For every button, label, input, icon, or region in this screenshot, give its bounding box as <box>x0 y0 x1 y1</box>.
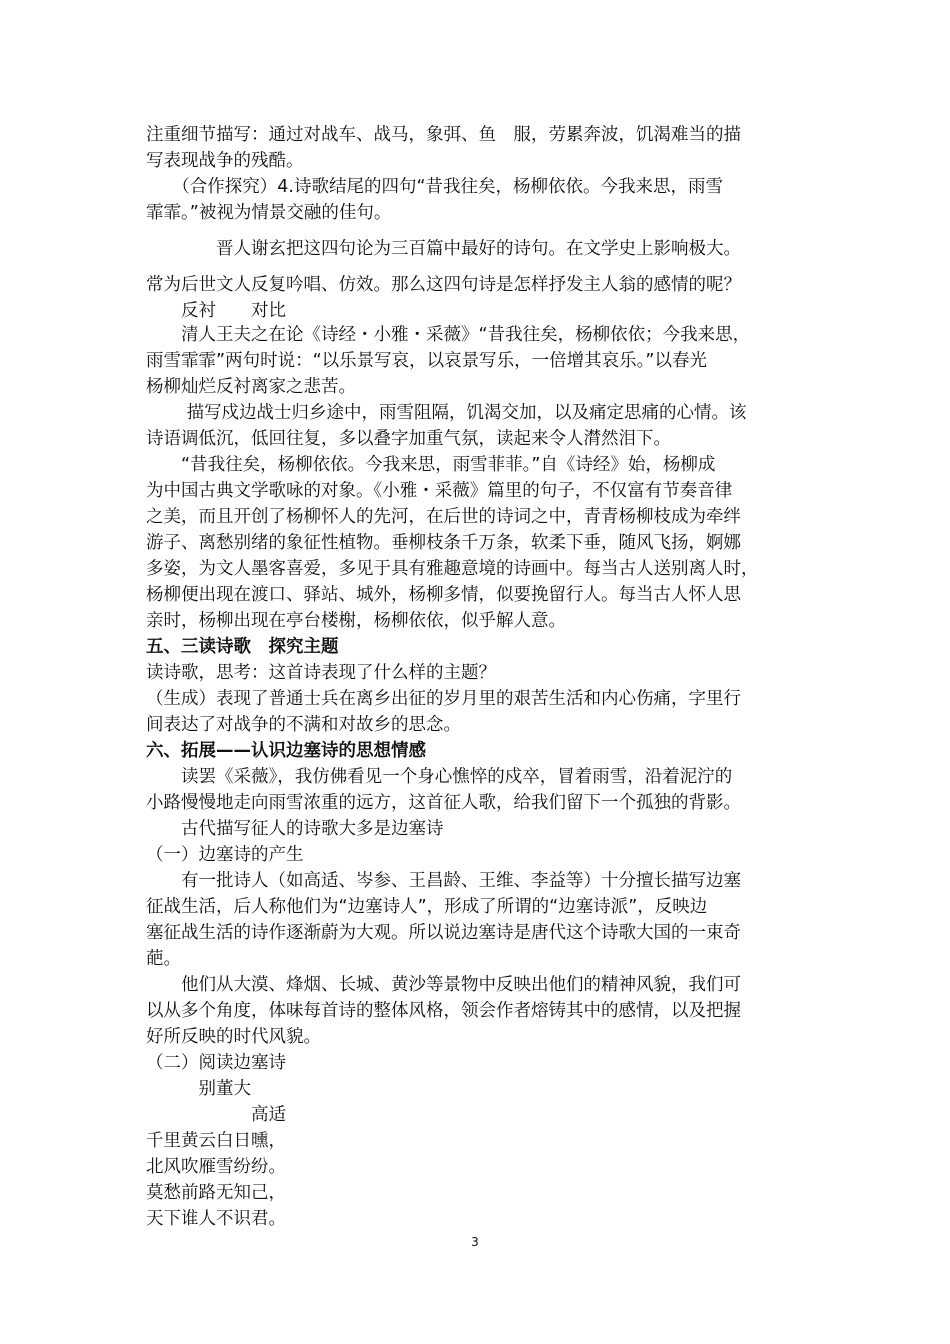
body-line: 霏霏。”被视为情景交融的佳句。 <box>146 203 392 223</box>
body-line: 晋人谢玄把这四句论为三百篇中最好的诗句。在文学史上影响极大。 <box>146 239 741 259</box>
section-heading: 五、三读诗歌 探究主题 <box>146 637 339 657</box>
poem-line: 莫愁前路无知己， <box>146 1183 286 1203</box>
body-line: 好所反映的时代风貌。 <box>146 1027 321 1047</box>
body-line: 小路慢慢地走向雨雪浓重的远方，这首征人歌，给我们留下一个孤独的背影。 <box>146 793 741 813</box>
body-line: 征战生活，后人称他们为“边塞诗人”，形成了所谓的“边塞诗派”，反映边 <box>146 897 708 917</box>
body-line: 雨雪霏霏”两句时说：“以乐景写哀，以哀景写乐，一倍增其哀乐。”以春光 <box>146 351 707 371</box>
body-line: 注重细节描写：通过对战车、战马，象弭、鱼 服，劳累奔波，饥渴难当的描 <box>146 125 741 145</box>
body-line: 读罢《采薇》，我仿佛看见一个身心憔悴的戍卒，冒着雨雪，沿着泥泞的 <box>146 767 733 787</box>
body-line: 诗语调低沉，低回往复，多以叠字加重气氛，读起来令人潸然泪下。 <box>146 429 671 449</box>
body-line: 常为后世文人反复吟唱、仿效。那么这四句诗是怎样抒发主人翁的感情的呢？ <box>146 275 741 295</box>
section-heading: 六、拓展——认识边塞诗的思想情感 <box>146 741 426 761</box>
body-line: “昔我往矣，杨柳依依。今我来思，雨雪菲菲。”自《诗经》始，杨柳成 <box>146 455 716 475</box>
body-line: 亲时，杨柳出现在亭台楼榭，杨柳依依，似乎解人意。 <box>146 611 566 631</box>
body-line: 古代描写征人的诗歌大多是边塞诗 <box>146 819 444 839</box>
body-line: 他们从大漠、烽烟、长城、黄沙等景物中反映出他们的精神风貌，我们可 <box>146 975 741 995</box>
body-line: 写表现战争的残酷。 <box>146 151 304 171</box>
body-line: 反衬 对比 <box>146 301 286 321</box>
subsection-heading: （一）边塞诗的产生 <box>146 845 304 865</box>
body-line: 杨柳灿烂反衬离家之悲苦。 <box>146 377 356 397</box>
poem-author: 高适 <box>146 1105 286 1125</box>
body-line: 游子、离愁别绪的象征性植物。垂柳枝条千万条，软柔下垂，随风飞扬，婀娜 <box>146 533 741 553</box>
body-line: 杨柳便出现在渡口、驿站、城外，杨柳多情，似要挽留行人。每当古人怀人思 <box>146 585 741 605</box>
body-line: 间表达了对战争的不满和对故乡的思念。 <box>146 715 461 735</box>
poem-line: 北风吹雁雪纷纷。 <box>146 1157 286 1177</box>
body-line: 以从多个角度，体味每首诗的整体风格，领会作者熔铸其中的感情，以及把握 <box>146 1001 741 1021</box>
body-line: 有一批诗人（如高适、岑参、王昌龄、王维、李益等）十分擅长描写边塞 <box>146 871 741 891</box>
body-line: （合作探究）4.诗歌结尾的四句“昔我往矣，杨柳依依。今我来思，雨雪 <box>146 177 724 197</box>
body-line: 读诗歌，思考：这首诗表现了什么样的主题？ <box>146 663 496 683</box>
subsection-heading: （二）阅读边塞诗 <box>146 1053 286 1073</box>
poem-title: 别董大 <box>146 1079 251 1099</box>
body-line: 清人王夫之在论《诗经・小雅・采薇》“昔我往矣，杨柳依依；今我来思， <box>146 325 751 345</box>
body-line: （生成）表现了普通士兵在离乡出征的岁月里的艰苦生活和内心伤痛，字里行 <box>146 689 741 709</box>
body-line: 描写戍边战士归乡途中，雨雪阻隔，饥渴交加，以及痛定思痛的心情。该 <box>146 403 747 423</box>
body-line: 塞征战生活的诗作逐渐蔚为大观。所以说边塞诗是唐代这个诗歌大国的一束奇 <box>146 923 741 943</box>
body-line: 之美，而且开创了杨柳怀人的先河，在后世的诗词之中，青青杨柳枝成为牵绊 <box>146 507 741 527</box>
poem-line: 千里黄云白日曛， <box>146 1131 286 1151</box>
body-line: 为中国古典文学歌咏的对象。《小雅・采薇》篇里的句子，不仅富有节奏音律 <box>146 481 733 501</box>
poem-line: 天下谁人不识君。 <box>146 1209 286 1229</box>
body-line: 多姿，为文人墨客喜爱，多见于具有雅趣意境的诗画中。每当古人送别离人时， <box>146 559 759 579</box>
body-line: 葩。 <box>146 949 181 969</box>
page-number: 3 <box>471 1235 479 1249</box>
